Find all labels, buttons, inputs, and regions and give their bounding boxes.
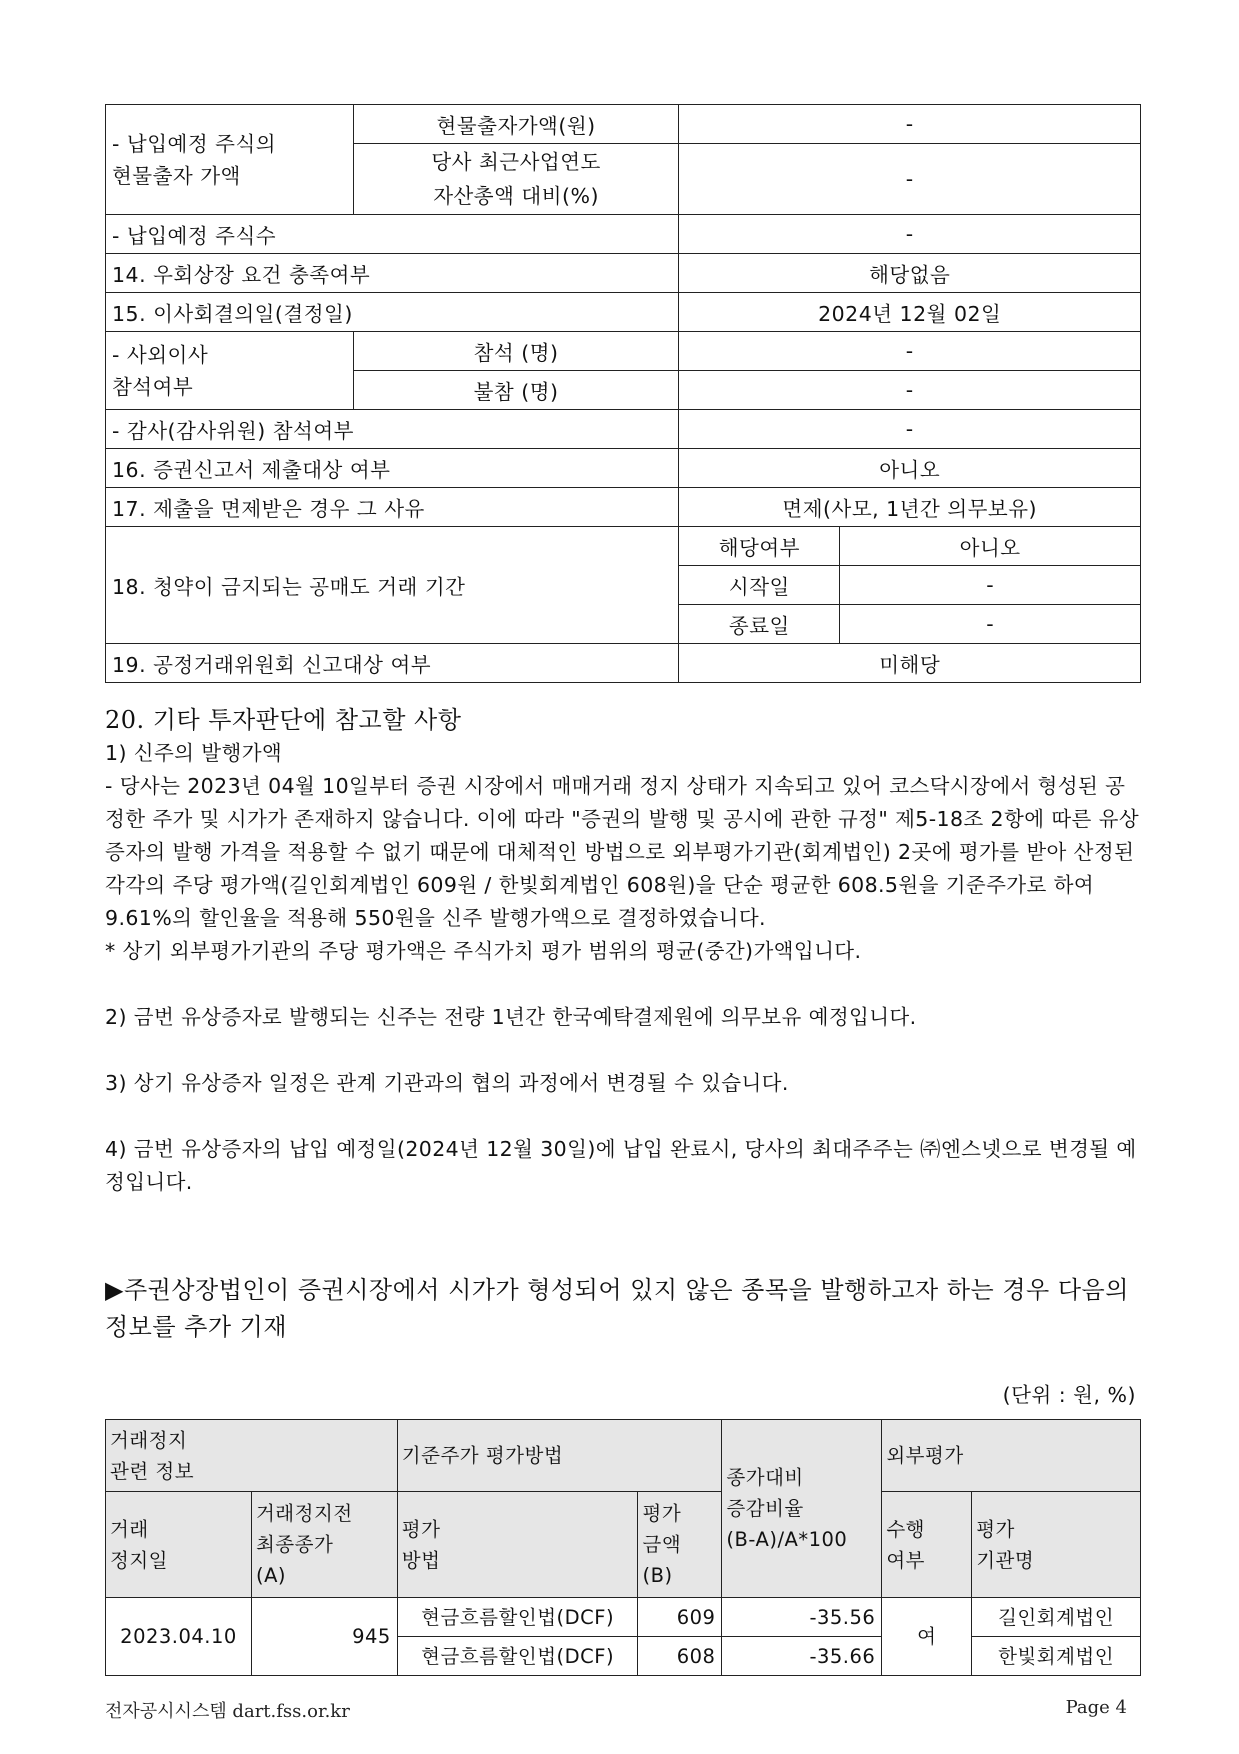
- agency-cell: 한빛회계법인: [972, 1637, 1141, 1676]
- end-date-value: -: [840, 605, 1141, 644]
- short-selling-applicable-value: 아니오: [840, 527, 1141, 566]
- agency-cell: 길인회계법인: [972, 1598, 1141, 1637]
- method-cell: 현금흐름할인법(DCF): [397, 1637, 638, 1676]
- registration-statement-label: 16. 증권신고서 제출대상 여부: [106, 449, 679, 488]
- header-last-price: 거래정지전 최종종가 (A): [251, 1492, 397, 1598]
- short-selling-applicable-label: 해당여부: [679, 527, 840, 566]
- start-date-value: -: [840, 566, 1141, 605]
- contribution-amount-label: 현물출자가액(원): [353, 105, 679, 144]
- last-price-cell: 945: [251, 1598, 397, 1676]
- board-resolution-label: 15. 이사회결의일(결정일): [106, 293, 679, 332]
- shares-to-pay-label: - 납입예정 주식수: [106, 215, 679, 254]
- header-ratio: 종가대비 증감비율 (B-A)/A*100: [722, 1420, 882, 1598]
- short-selling-period-label: 18. 청약이 금지되는 공매도 거래 기간: [106, 527, 679, 644]
- asset-ratio-value: -: [679, 144, 1141, 215]
- header-eval-method: 평가 방법: [397, 1492, 638, 1598]
- end-date-label: 종료일: [679, 605, 840, 644]
- ratio-cell: -35.66: [722, 1637, 882, 1676]
- attend-value: -: [679, 332, 1141, 371]
- asset-ratio-label: 당사 최근사업연도 자산총액 대비(%): [353, 144, 679, 215]
- auditor-attend-value: -: [679, 410, 1141, 449]
- page-number: Page 4: [1065, 1697, 1127, 1718]
- ratio-cell: -35.56: [722, 1598, 882, 1637]
- absent-value: -: [679, 371, 1141, 410]
- item-3: 3) 상기 유상증자 일정은 관계 기관과의 협의 과정에서 변경될 수 있습니다.: [105, 1071, 789, 1095]
- additional-info-notice: ▶주권상장법인이 증권시장에서 시가가 형성되어 있지 않은 종목을 발행하고자 하는 경우 다음의 정보를 추가 기재: [105, 1276, 1129, 1341]
- item-4: 4) 금번 유상증자의 납입 예정일(2024년 12월 30일)에 납입 완료시, 당사의 최대주주는 ㈜엔스넷으로 변경될 예정입니다.: [105, 1137, 1137, 1194]
- header-halt-date: 거래 정지일: [106, 1492, 252, 1598]
- backdoor-listing-value: 해당없음: [679, 254, 1141, 293]
- start-date-label: 시작일: [679, 566, 840, 605]
- amount-cell: 608: [638, 1637, 722, 1676]
- footer-site: 전자공시시스템 dart.fss.or.kr: [105, 1701, 350, 1722]
- disclosure-table: [105, 104, 1141, 683]
- unit-label: (단위 : 원, %): [1002, 1383, 1136, 1407]
- exemption-reason-label: 17. 제출을 면제받은 경우 그 사유: [106, 488, 679, 527]
- halt-date-cell: 2023.04.10: [106, 1598, 252, 1676]
- ftc-report-value: 미해당: [679, 644, 1141, 683]
- absent-label: 불참 (명): [353, 371, 679, 410]
- board-resolution-value: 2024년 12월 02일: [679, 293, 1141, 332]
- outside-director-label: - 사외이사 참석여부: [106, 332, 354, 410]
- header-trade-info: 거래정지 관련 정보: [106, 1420, 398, 1492]
- header-eval-amount: 평가 금액 (B): [638, 1492, 722, 1598]
- exemption-reason-value: 면제(사모, 1년간 의무보유): [679, 488, 1141, 527]
- item-1-body: - 당사는 2023년 04월 10일부터 증권 시장에서 매매거래 정지 상태가 지속되고 있어 코스닥시장에서 형성된 공정한 주가 및 시가가 존재하지 않습니다. 이에 따라 "증권의 발행 및 공시에 관한 규정" 제5-18조 2항에 따른 유상증자의 발행 가격을 적용할 수 없기 때문에 대체적인 방법으로 외부평가기관(회계법인) 2곳에 평가를 받아 산정된 각각의 주당 평가액(길인회계법인 609원 / 한빛회계법인 608원)을 단순 평균한 608.5원을 기준주가로 하여 9.61%의 할인율을 적용해 550원을 신주 발행가액으로 결정하였습니다.: [105, 774, 1140, 930]
- contribution-value-label: - 납입예정 주식의 현물출자 가액: [106, 105, 354, 215]
- header-performed: 수행 여부: [882, 1492, 972, 1598]
- header-method: 기준주가 평가방법: [397, 1420, 722, 1492]
- trading-halt-table: [105, 1419, 1141, 1676]
- header-external: 외부평가: [882, 1420, 1141, 1492]
- section-title: 20. 기타 투자판단에 참고할 사항: [105, 706, 462, 734]
- other-info-section: [105, 703, 1145, 1199]
- auditor-attend-label: - 감사(감사위원) 참석여부: [106, 410, 679, 449]
- header-agency: 평가 기관명: [972, 1492, 1141, 1598]
- contribution-amount-value: -: [679, 105, 1141, 144]
- shares-to-pay-value: -: [679, 215, 1141, 254]
- registration-statement-value: 아니오: [679, 449, 1141, 488]
- item-1-title: 1) 신주의 발행가액: [105, 741, 283, 765]
- item-1-note: * 상기 외부평가기관의 주당 평가액은 주식가치 평가 범위의 평균(중간)가액입니다.: [105, 939, 862, 963]
- table-row: [106, 1598, 1141, 1637]
- item-2: 2) 금번 유상증자로 발행되는 신주는 전량 1년간 한국예탁결제원에 의무보유 예정입니다.: [105, 1005, 917, 1029]
- method-cell: 현금흐름할인법(DCF): [397, 1598, 638, 1637]
- amount-cell: 609: [638, 1598, 722, 1637]
- ftc-report-label: 19. 공정거래위원회 신고대상 여부: [106, 644, 679, 683]
- performed-cell: 여: [882, 1598, 972, 1676]
- attend-label: 참석 (명): [353, 332, 679, 371]
- backdoor-listing-label: 14. 우회상장 요건 충족여부: [106, 254, 679, 293]
